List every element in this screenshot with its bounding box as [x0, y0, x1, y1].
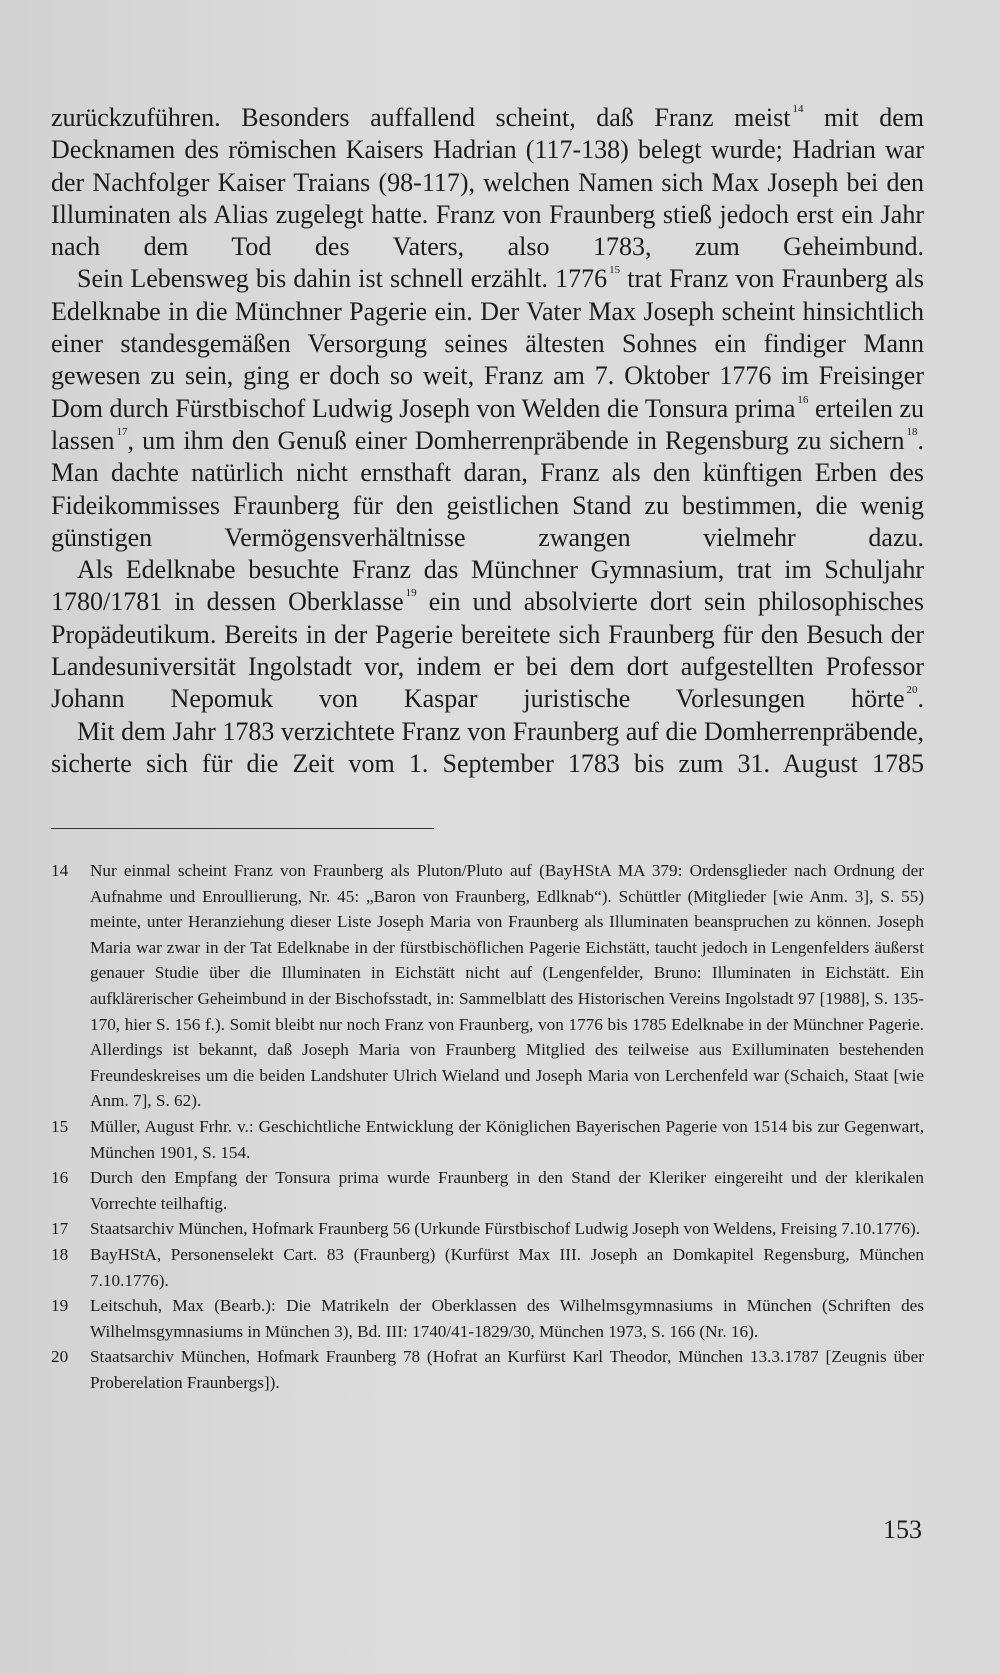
- footnote-text: Staatsarchiv München, Hofmark Fraunberg 56 (Urkunde Fürstbischof Ludwig Joseph von Weldens, Freising 7.10.1776).: [90, 1219, 921, 1239]
- footnote-text: BayHStA, Personenselekt Cart. 83 (Fraunberg) (Kurfürst Max III. Joseph an Domkapitel Regensburg, München 7.10.1776).: [90, 1244, 924, 1290]
- footnote-number: 17: [51, 1219, 69, 1239]
- footnote-14: [51, 858, 924, 1114]
- footnote-text: Leitschuh, Max (Bearb.): Die Matrikeln der Oberklassen des Wilhelmsgymnasiums in München (Schriften des Wilhelmsgymnasiums in München 3), Bd. III: 1740/41-1829/30, München 1973, S. 166 (Nr. 16).: [90, 1296, 924, 1341]
- footnote-20: [51, 1344, 924, 1395]
- paragraph-1: [51, 102, 924, 263]
- text-run: mit dem Decknamen des römischen Kaisers Hadrian (117-138) belegt wurde; Hadrian war der Nachfolger Kaiser Traians (98-117), welchen Namen sich Max Joseph bei den Illuminaten als Alias zugelegt hatte. Franz von Fraunberg stieß jedoch erst ein Jahr nach dem Tod des Vaters, also 1783, zum Geheimbund.: [51, 103, 925, 262]
- text-run: .: [917, 684, 924, 714]
- footnote-ref-19[interactable]: 19: [405, 587, 417, 600]
- footnote-number: 19: [51, 1296, 69, 1316]
- footnote-number: 14: [51, 861, 69, 880]
- footnote-text: Nur einmal scheint Franz von Fraunberg als Pluton/Pluto auf (BayHStA MA 379: Ordensglieder nach Ordnung der Aufnahme und Enroullierung, Nr. 45: „Baron von Fraunberg, Edlknab“). Schüttler (Mitglieder [wie Anm. 3], S. 55) meinte, unter Heranziehung dieser Liste Joseph Maria von Fraunberg als Illuminaten beanspruchen zu können. Joseph Maria war zwar in der Tat Edelknabe in der fürstbischöflichen Pagerie Eichstätt, taucht jedoch in Lengenfelders äußerst genauer Studie über die Illuminaten in Eichstätt nicht auf (Lengenfelder, Bruno: Illuminaten in Eichstätt. Ein aufklärerischer Geheimbund in der Bischofsstadt, in: Sammelblatt des Historischen Vereins Ingolstadt 97 [1988], S. 135-170, hier S. 156 f.). Somit bleibt nur noch Franz von Fraunberg, von 1776 bis 1785 Edelknabe in der Münchner Pagerie. Allerdings ist bekannt, daß Joseph Maria von Fraunberg Mitglied des teilweise aus Exilluminaten bestehenden Freundeskreises um die beiden Landshuter Ulrich Wieland und Joseph Maria von Lerchenfeld war (Schaich, Staat [wie Anm. 7], S. 62).: [90, 861, 924, 1111]
- text-run: trat Franz von Fraunberg als Edelknabe in die Münchner Pagerie ein. Der Vater Max Joseph scheint hinsichtlich einer standesgemäßen Versorgung seines ältesten Sohnes ein findiger Mann gewesen zu sein, ging er doch so weit, Franz am 7. Oktober 1776 im Freisinger Dom durch Fürstbischof Ludwig Joseph von Welden die Tonsura prima: [51, 264, 924, 423]
- footnote-number: 15: [51, 1116, 69, 1136]
- footnote-ref-16[interactable]: 16: [797, 393, 809, 406]
- text-run: Als Edelknabe besuchte Franz das Münchner Gymnasium, trat im Schuljahr 1780/1781 in dessen Oberklasse: [51, 555, 924, 617]
- footnote-15: [51, 1114, 924, 1165]
- paragraph-4: [51, 716, 924, 781]
- paragraph-2: [51, 263, 924, 554]
- footnote-separator: [51, 828, 434, 829]
- text-run: Sein Lebensweg bis dahin ist schnell erzählt. 1776: [77, 264, 608, 294]
- text-run: erteilen zu lassen: [51, 393, 924, 455]
- footnote-18: [51, 1242, 924, 1293]
- footnote-text: Durch den Empfang der Tonsura prima wurde Fraunberg in den Stand der Kleriker eingereiht und der klerikalen Vorrechte teilhaftig.: [90, 1168, 924, 1213]
- footnotes: [51, 858, 924, 1395]
- footnote-16: [51, 1165, 924, 1216]
- footnote-ref-17[interactable]: 17: [116, 425, 128, 438]
- text-run: Mit dem Jahr 1783 verzichtete Franz von Fraunberg auf die Domherrenpräbende, sicherte sich für die Zeit vom 1. September 1783 bis zum 31. August 1785: [51, 716, 924, 778]
- footnote-text: Müller, August Frhr. v.: Geschichtliche Entwicklung der Königlichen Bayerischen Pagerie von 1514 bis zur Gegenwart, München 1901, S. 154.: [90, 1116, 924, 1162]
- body-text: [51, 102, 924, 780]
- text-run: . Man dachte natürlich nicht ernsthaft daran, Franz als den künftigen Erben des Fideikommisses Fraunberg für den geistlichen Stand zu bestimmen, die wenig günstigen Vermögensverhältnisse zwangen vielmehr dazu.: [51, 425, 924, 552]
- footnote-number: 20: [51, 1347, 69, 1367]
- text-run: zurückzuführen. Besonders auffallend scheint, daß Franz meist: [51, 103, 791, 132]
- footnote-ref-15[interactable]: 15: [609, 264, 621, 277]
- footnote-17: [51, 1216, 924, 1242]
- footnote-ref-20[interactable]: 20: [906, 684, 918, 697]
- footnote-text: Staatsarchiv München, Hofmark Fraunberg 78 (Hofrat an Kurfürst Karl Theodor, München 13.3.1787 [Zeugnis über Proberelation Fraunbergs]).: [90, 1347, 924, 1392]
- footnote-ref-14[interactable]: 14: [792, 103, 804, 115]
- footnote-19: [51, 1293, 924, 1344]
- page-number: 153: [883, 1515, 922, 1544]
- text-run: ein und absolvierte dort sein philosophisches Propädeutikum. Bereits in der Pagerie bereitete sich Fraunberg für den Besuch der Landesuniversität Ingolstadt vor, indem er bei dem dort aufgestellten Professor Johann Nepomuk von Kaspar juristische Vorlesungen hörte: [51, 587, 925, 714]
- footnote-number: 18: [51, 1244, 69, 1264]
- footnote-ref-18[interactable]: 18: [906, 425, 918, 438]
- paragraph-3: [51, 554, 924, 715]
- footnote-number: 16: [51, 1168, 69, 1188]
- text-run: , um ihm den Genuß einer Domherrenpräbende in Regensburg zu sichern: [127, 425, 905, 455]
